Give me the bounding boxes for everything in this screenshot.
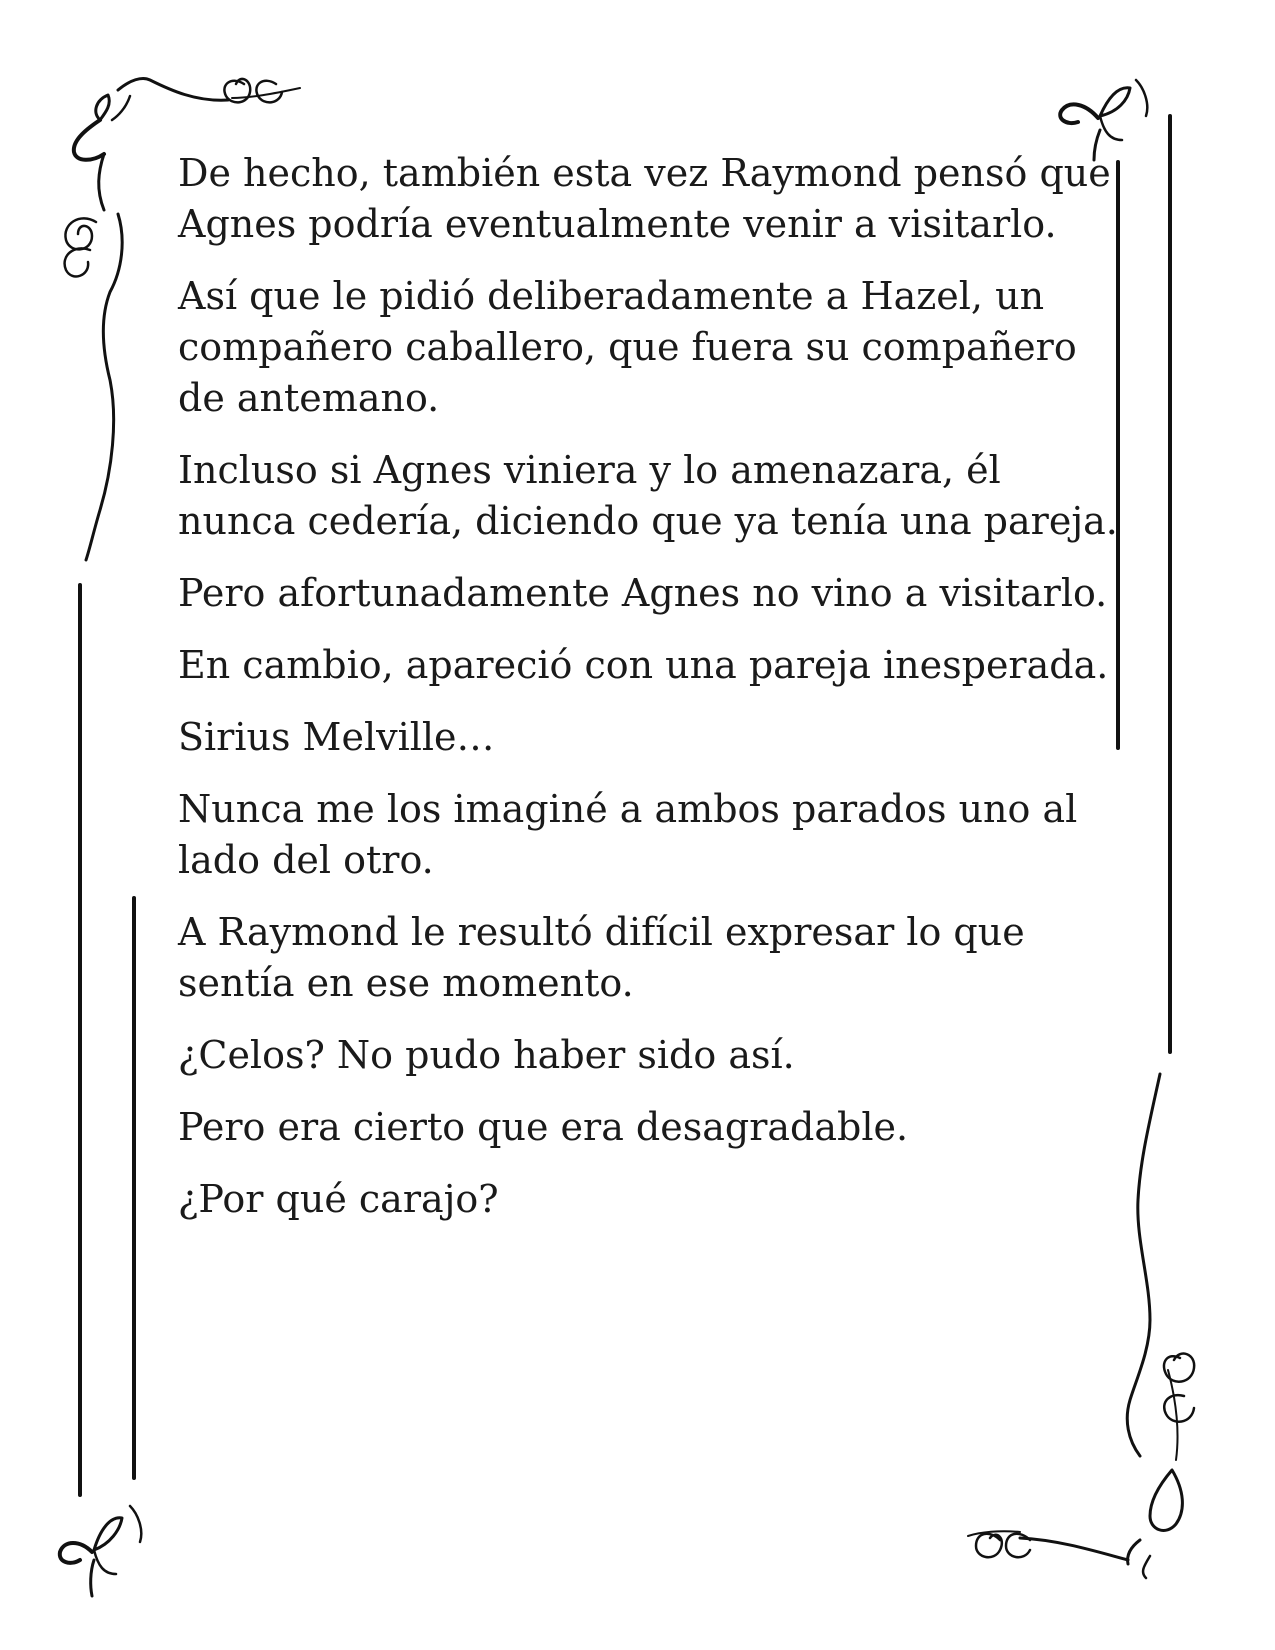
paragraph: ¿Celos? No pudo haber sido así. <box>178 1033 795 1077</box>
paragraph: A Raymond le resultó difícil expresar lo que sentía en ese momento. <box>178 910 1025 1005</box>
chapter-text <box>178 148 1118 1246</box>
paragraph: Pero afortunadamente Agnes no vino a visitarlo. <box>178 571 1108 615</box>
paragraph: En cambio, apareció con una pareja inesperada. <box>178 643 1109 687</box>
paragraph: Incluso si Agnes viniera y lo amenazara, él nunca cedería, diciendo que ya tenía una pareja. <box>178 448 1118 543</box>
paragraph: De hecho, también esta vez Raymond pensó que Agnes podría eventualmente venir a visitarlo. <box>178 151 1111 246</box>
flourish-bottom-left-icon <box>60 1506 141 1596</box>
paragraph: Nunca me los imaginé a ambos parados uno al lado del otro. <box>178 787 1078 882</box>
paragraph: Pero era cierto que era desagradable. <box>178 1105 909 1149</box>
paragraph: ¿Por qué carajo? <box>178 1177 499 1221</box>
paragraph: Así que le pidió deliberadamente a Hazel, un compañero caballero, que fuera su compañero de antemano. <box>178 274 1077 420</box>
paragraph: Sirius Melville… <box>178 715 495 759</box>
